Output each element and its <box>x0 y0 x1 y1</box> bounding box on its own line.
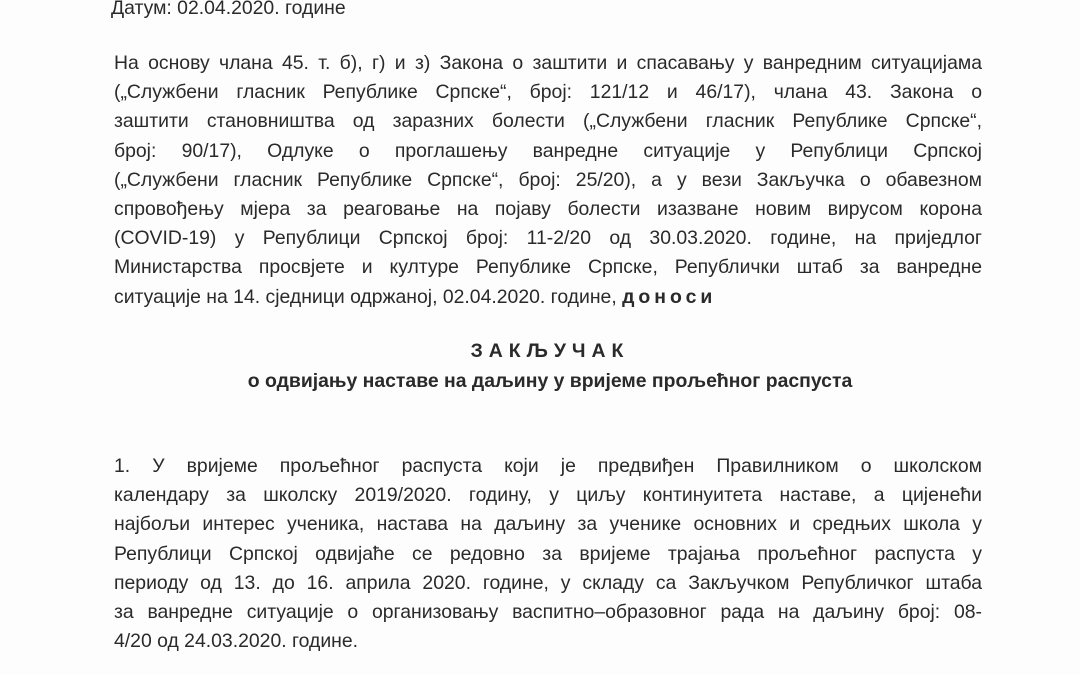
point-1-line: 1. У вријеме прољећног распуста који је предвиђен Правилником о школском <box>114 455 982 477</box>
point-1-line: најбољи интерес ученика, настава на даљину за ученике основних и средњих школа у <box>114 513 982 536</box>
point-1-last-line: 4/20 од 24.03.2020. године. <box>114 630 359 653</box>
document-date: Датум: 02.04.2020. године <box>111 0 346 19</box>
preamble-line: заштити становништва од заразних болести („Службени гласник Републике Српске“, <box>114 110 982 133</box>
preamble-line: спровођењу мјера за реаговање на појаву болести изазване новим вирусом корона <box>114 198 982 221</box>
point-1-line: календару за школску 2019/2020. годину, у циљу континуитета наставе, а цијенећи <box>114 484 982 507</box>
preamble-line: број: 90/17), Одлуке о проглашењу ванредне ситуације у Републици Српској <box>114 139 982 162</box>
preamble-line: (COVID-19) у Републици Српској број: 11-2/20 од 30.03.2020. године, на приједлог <box>114 227 982 250</box>
conclusion-subtitle: о одвијању наставе на даљину у вријеме прољећног распуста <box>247 370 853 392</box>
preamble-line: Министарства просвјете и културе Републике Српске, Републички штаб за ванредне <box>114 256 982 279</box>
point-1-line: периоду од 13. до 16. априла 2020. године, у складу са Закључком Републичког штаба <box>114 571 982 594</box>
decision-verb: доноси <box>622 285 717 308</box>
point-1-line: Републици Српској одвијаће се редовно за вријеме трајања прољећног распуста у <box>114 542 982 565</box>
preamble-last-line <box>114 283 982 312</box>
point-1-line: за ванредне ситуације о организовању васпитно–образовног рада на даљину број: 08- <box>114 601 982 624</box>
preamble-last-line-text: ситуације на 14. сједници одржаној, 02.04.2020. године, <box>114 285 623 308</box>
preamble-line: На основу члана 45. т. б), г) и з) Закона о заштити и спасавању у ванредним ситуацијама <box>114 52 982 74</box>
preamble-line: („Службени гласник Републике Српске“, број: 121/12 и 46/17), члана 43. Закона о <box>114 81 982 104</box>
conclusion-title: ЗАКЉУЧАК <box>470 340 630 362</box>
preamble-line: („Службени гласник Републике Српске“, број: 25/20), а у вези Закључка о обавезном <box>114 168 982 191</box>
point-1-paragraph <box>114 452 982 656</box>
preamble-paragraph <box>114 49 982 312</box>
